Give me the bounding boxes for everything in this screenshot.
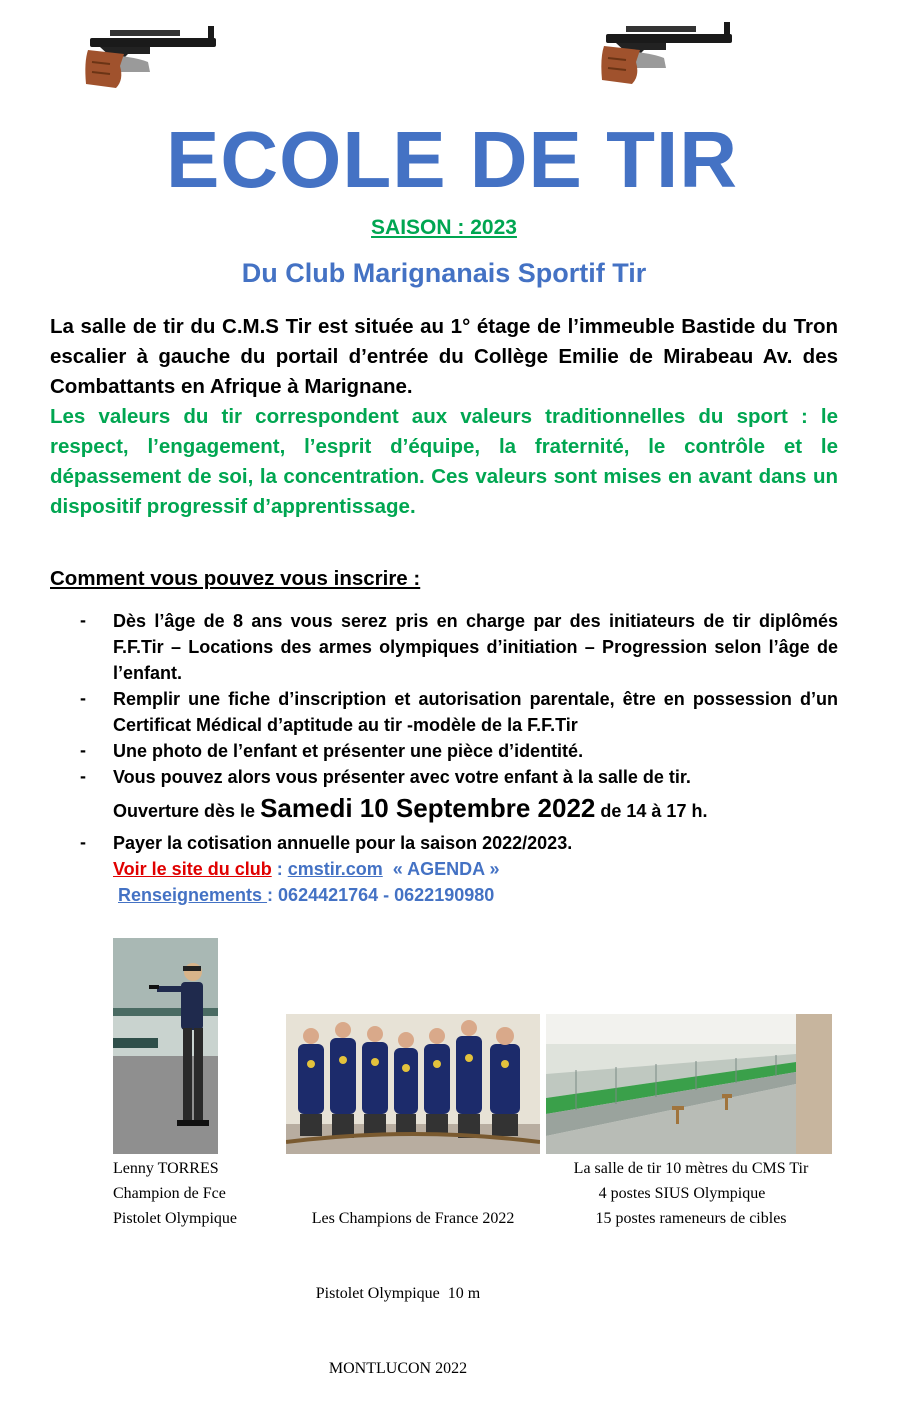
caption-champions xyxy=(286,1156,540,1406)
opening-prefix: Ouverture dès le xyxy=(113,801,256,821)
season-heading: SAISON : 2023 xyxy=(371,216,517,239)
contact-line xyxy=(118,882,843,908)
club-site-line xyxy=(113,856,838,882)
caption-line: La salle de tir 10 mètres du CMS Tir xyxy=(573,1160,809,1177)
list-item: Une photo de l’enfant et présenter une pièce d’identité. xyxy=(113,741,584,761)
site-colon: : xyxy=(271,859,288,879)
bullet-dash: - xyxy=(80,610,86,630)
photo-shooter xyxy=(113,938,218,1154)
contact-label: Renseignements xyxy=(118,885,268,905)
caption-shooter xyxy=(113,1156,237,1231)
opening-line xyxy=(113,788,838,831)
page-title: ECOLE DE TIR xyxy=(165,115,739,204)
pistol-image-right xyxy=(596,18,736,88)
caption-line: MONTLUCON 2022 xyxy=(328,1360,468,1377)
intro-paragraph: La salle de tir du C.M.S Tir est située au 1° étage de l’immeuble Bastide du Tron escalier à gauche du portail d’entrée du Collège Emilie de Mirabeau Av. des Combattants en Afrique à Marignane. xyxy=(50,315,838,398)
site-link[interactable]: cmstir.com xyxy=(287,859,383,879)
contact-phones: 0624421764 - 0622190980 xyxy=(278,885,495,905)
caption-line: Lenny TORRES xyxy=(113,1160,219,1177)
pistol-image-left xyxy=(80,22,220,92)
bullet-dash: - xyxy=(80,688,86,708)
contact-colon: : xyxy=(267,885,279,905)
photo-champions xyxy=(286,1014,540,1154)
list-item: Remplir une fiche d’inscription et autorisation parentale, être en possession d’un Certificat Médical d’aptitude au tir -modèle de la F.F.Tir xyxy=(113,689,838,735)
agenda-label: « AGENDA » xyxy=(392,859,500,879)
opening-hours: de 14 à 17 h. xyxy=(600,801,708,821)
list-item: Vous pouvez alors vous présenter avec votre enfant à la salle de tir. xyxy=(113,767,691,787)
caption-line: Pistolet Olympique 10 m xyxy=(315,1285,481,1302)
caption-line: Les Champions de France 2022 xyxy=(311,1210,515,1227)
list-item: Payer la cotisation annuelle pour la saison 2022/2023. xyxy=(113,833,573,853)
caption-line: 4 postes SIUS Olympique xyxy=(598,1185,766,1202)
registration-heading: Comment vous pouvez vous inscrire : xyxy=(50,567,421,590)
bullet-dash: - xyxy=(80,740,86,760)
bullet-dash: - xyxy=(80,766,86,786)
caption-line: Champion de Fce xyxy=(113,1185,226,1202)
opening-date: Samedi 10 Septembre 2022 xyxy=(260,793,596,823)
list-item: Dès l’âge de 8 ans vous serez pris en charge par des initiateurs de tir diplômés F.F.Tir – Locations des armes olympiques d’initiation – Progression selon l’âge de l’enfant. xyxy=(113,611,838,683)
caption-line: 15 postes rameneurs de cibles xyxy=(595,1210,787,1227)
photo-shooting-range xyxy=(546,1014,832,1154)
values-paragraph: Les valeurs du tir correspondent aux valeurs traditionnelles du sport : le respect, l’engagement, l’esprit d’équipe, la fraternité, le contrôle et le dépassement de soi, la concentration. Ces valeurs sont mises en avant dans un dispositif progressif d’apprentissage. xyxy=(50,405,838,518)
caption-line: Pistolet Olympique xyxy=(113,1210,237,1227)
caption-range xyxy=(546,1156,836,1231)
bullet-dash: - xyxy=(80,832,86,852)
site-label: Voir le site du club xyxy=(113,859,272,879)
club-name: Du Club Marignanais Sportif Tir xyxy=(241,258,647,288)
